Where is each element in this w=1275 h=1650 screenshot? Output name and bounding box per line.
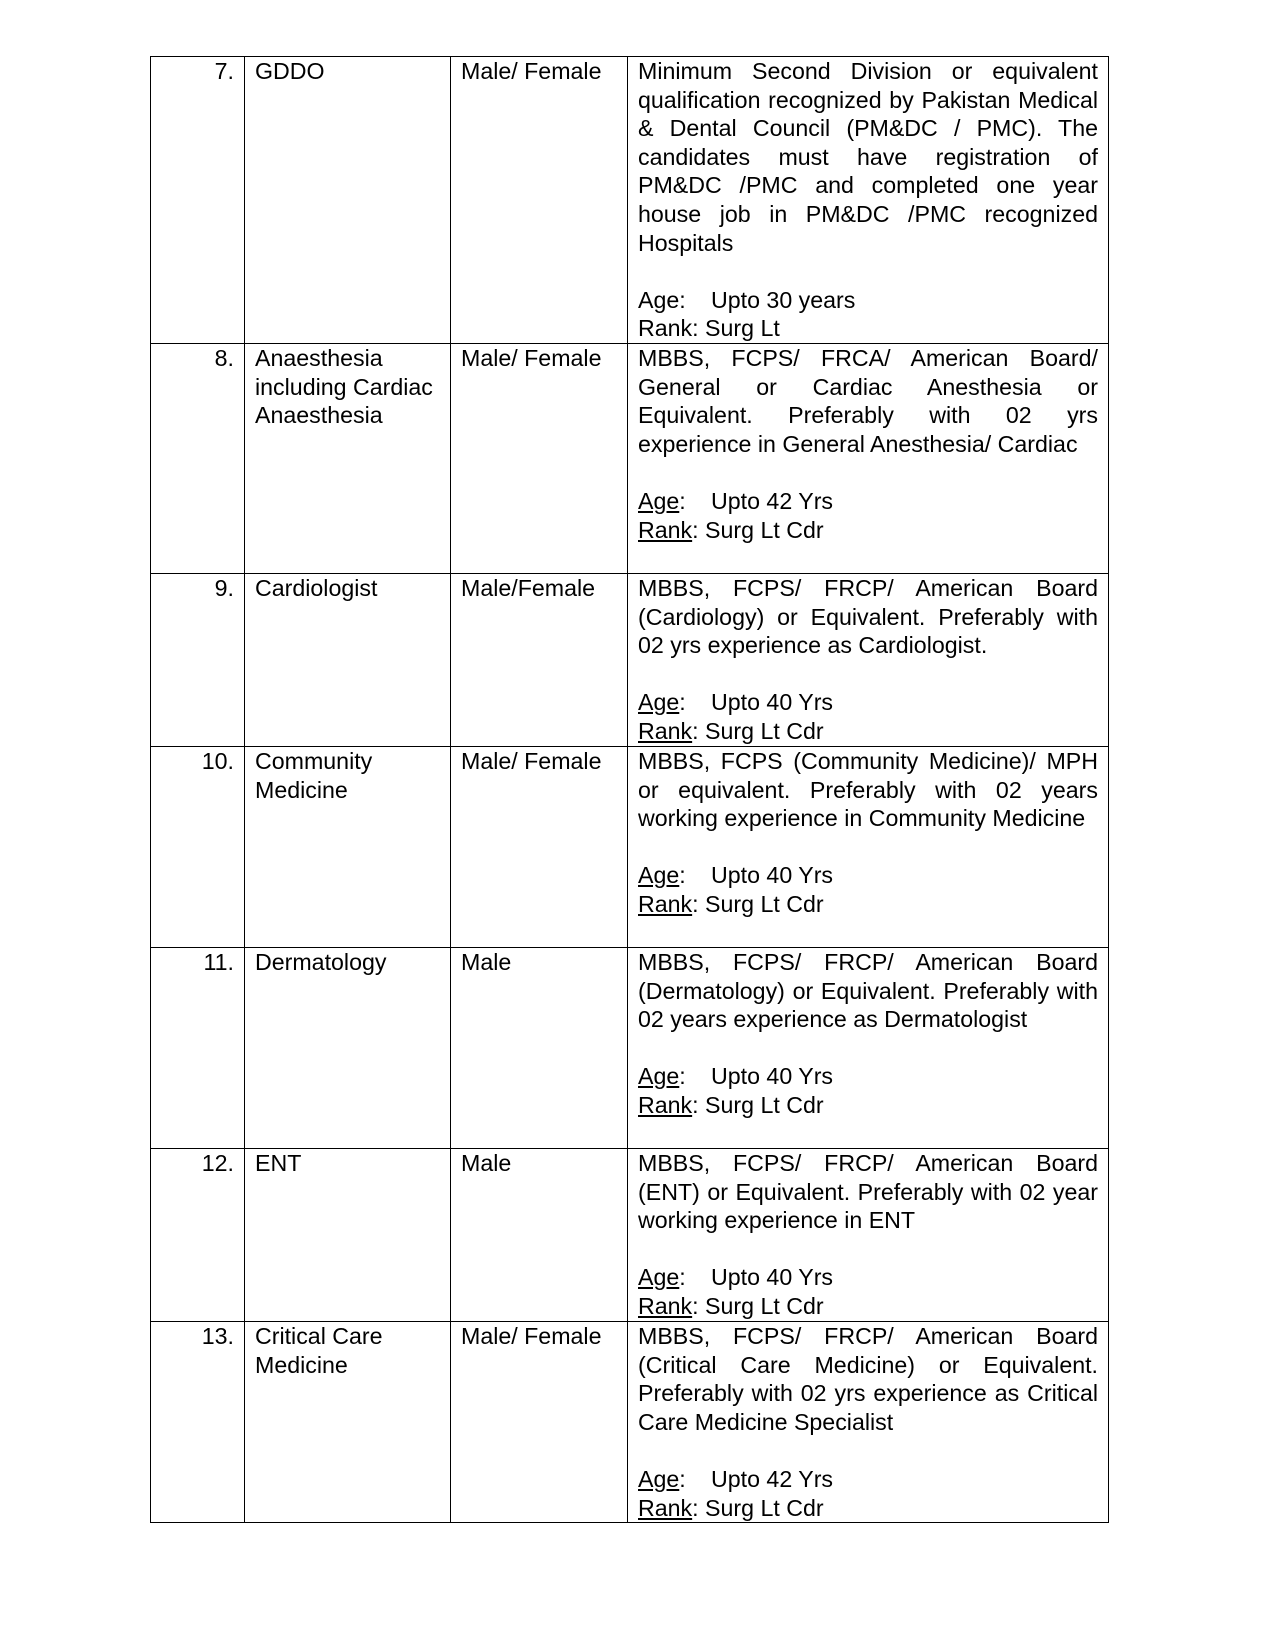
qualification-text: MBBS, FCPS/ FRCP/ American Board (ENT) or Equivalent. Preferably with 02 year working experience in ENT [638, 1150, 1098, 1234]
age-line: Age: Upto 40 Yrs [638, 862, 834, 889]
qualification-text: MBBS, FCPS (Community Medicine)/ MPH or equivalent. Preferably with 02 years working experience in Community Medicine [638, 748, 1098, 832]
table-row [151, 574, 1109, 747]
qualification-cell [628, 747, 1109, 948]
post-name: Community Medicine [245, 747, 451, 948]
post-name: Critical Care Medicine [245, 1322, 451, 1523]
age-line: Age: Upto 40 Yrs [638, 1063, 834, 1090]
gender: Male [451, 1149, 628, 1322]
post-name: Dermatology [245, 948, 451, 1149]
rank-label: Rank [638, 1494, 693, 1521]
age-line: Age: Upto 42 Yrs [638, 487, 834, 514]
age-value: Upto 40 Yrs [711, 1264, 834, 1291]
table-row [151, 344, 1109, 574]
qualification-text: MBBS, FCPS/ FRCA/ American Board/ General or Cardiac Anesthesia or Equivalent. Preferably with 02 yrs experience in General Anesthesia/ Cardiac [638, 345, 1098, 457]
post-name: Cardiologist [245, 574, 451, 747]
rank-label: Rank [638, 1292, 693, 1319]
age-line [638, 286, 1098, 315]
table-row [151, 948, 1109, 1149]
rank-line: Rank: Surg Lt Cdr [638, 1091, 824, 1118]
rank-line: Rank: Surg Lt Cdr [638, 1494, 824, 1521]
table-row [151, 1322, 1109, 1523]
age-value: Upto 40 Yrs [711, 862, 834, 889]
gender: Male [451, 948, 628, 1149]
qualification-cell [628, 948, 1109, 1149]
rank-label: Rank [638, 717, 693, 744]
qualification-text: MBBS, FCPS/ FRCP/ American Board (Dermatology) or Equivalent. Preferably with 02 years experience as Dermatologist [638, 949, 1098, 1033]
rank-value: Surg Lt [705, 315, 780, 342]
gender: Male/ Female [451, 57, 628, 344]
rank-value: Surg Lt Cdr [705, 890, 824, 917]
age-label: Age [638, 1063, 680, 1090]
rank-value: Surg Lt Cdr [705, 516, 824, 543]
serial-number: 13. [151, 1322, 245, 1523]
post-name: Anaesthesia including Cardiac Anaesthesia [245, 344, 451, 574]
rank-value: Surg Lt Cdr [705, 1091, 824, 1118]
qualification-cell [628, 574, 1109, 747]
rank-value: Surg Lt Cdr [705, 1292, 824, 1319]
age-label: Age [638, 487, 680, 514]
gender: Male/Female [451, 574, 628, 747]
age-line: Age: Upto 40 Yrs [638, 689, 834, 716]
age-value: Upto 40 Yrs [711, 1063, 834, 1090]
age-value: Upto 40 Yrs [711, 689, 834, 716]
age-label: Age: [638, 286, 686, 313]
age-label: Age [638, 1465, 680, 1492]
rank-line: Rank: Surg Lt Cdr [638, 890, 824, 917]
qualification-text: MBBS, FCPS/ FRCP/ American Board (Cardiology) or Equivalent. Preferably with 02 yrs experience as Cardiologist. [638, 575, 1098, 659]
gender: Male/ Female [451, 747, 628, 948]
table-row [151, 57, 1109, 344]
age-line: Age: Upto 40 Yrs [638, 1264, 834, 1291]
rank-line: Rank: Surg Lt Cdr [638, 717, 824, 744]
qualification-cell [628, 1322, 1109, 1523]
qualification-cell [628, 1149, 1109, 1322]
qualification-cell [628, 344, 1109, 574]
serial-number: 8. [151, 344, 245, 574]
serial-number: 7. [151, 57, 245, 344]
rank-label: Rank: [638, 315, 699, 342]
gender: Male/ Female [451, 344, 628, 574]
age-label: Age [638, 862, 680, 889]
gender: Male/ Female [451, 1322, 628, 1523]
rank-value: Surg Lt Cdr [705, 717, 824, 744]
age-line: Age: Upto 42 Yrs [638, 1465, 834, 1492]
rank-line: Rank: Surg Lt Cdr [638, 1292, 824, 1319]
age-label: Age [638, 1264, 680, 1291]
serial-number: 10. [151, 747, 245, 948]
rank-label: Rank [638, 1091, 693, 1118]
rank-label: Rank [638, 516, 693, 543]
rank-line [638, 314, 1098, 343]
serial-number: 9. [151, 574, 245, 747]
qualification-cell [628, 57, 1109, 344]
serial-number: 12. [151, 1149, 245, 1322]
post-name: ENT [245, 1149, 451, 1322]
qualification-text: Minimum Second Division or equivalent qualification recognized by Pakistan Medical & Dental Council (PM&DC / PMC). The candidates must have registration of PM&DC /PMC and completed one year house job in PM&DC /PMC recognized Hospitals [638, 58, 1098, 256]
age-label: Age [638, 689, 680, 716]
serial-number: 11. [151, 948, 245, 1149]
table-row [151, 747, 1109, 948]
rank-label: Rank [638, 890, 693, 917]
table-row [151, 1149, 1109, 1322]
age-value: Upto 42 Yrs [711, 1465, 834, 1492]
qualification-text: MBBS, FCPS/ FRCP/ American Board (Critical Care Medicine) or Equivalent. Preferably with 02 yrs experience as Critical Care Medicine Specialist [638, 1323, 1098, 1435]
posts-table [150, 56, 1109, 1523]
age-value: Upto 42 Yrs [711, 487, 834, 514]
rank-value: Surg Lt Cdr [705, 1494, 824, 1521]
age-value: Upto 30 years [711, 286, 856, 313]
post-name: GDDO [245, 57, 451, 344]
rank-line: Rank: Surg Lt Cdr [638, 516, 824, 543]
